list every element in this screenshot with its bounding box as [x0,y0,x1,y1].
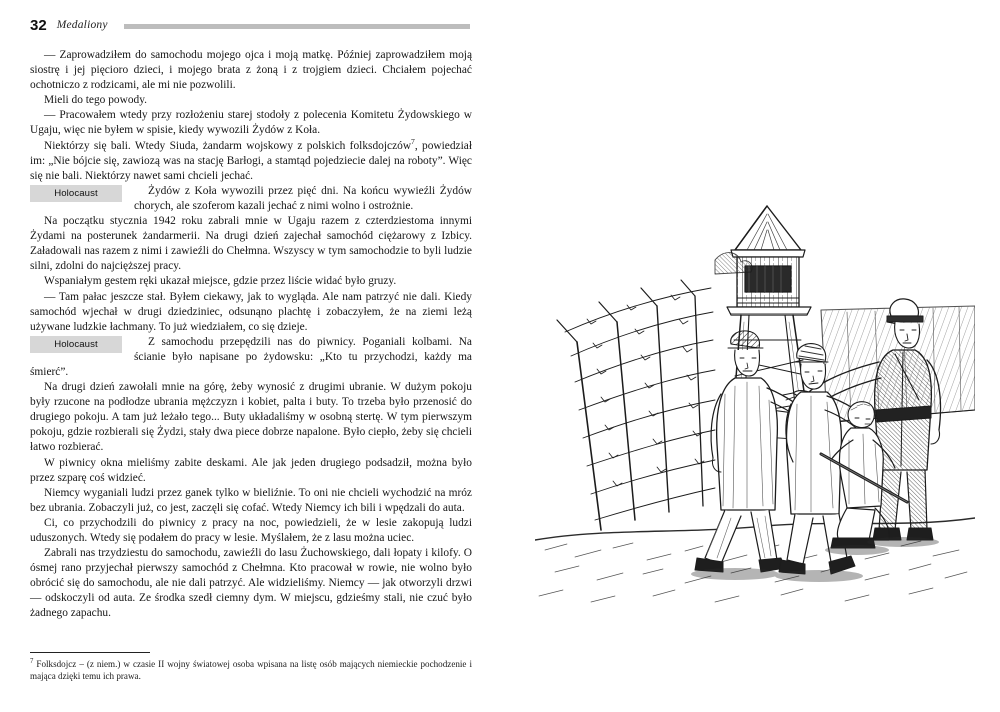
paragraph: W piwnicy okna mieliśmy zabite deskami. Ale jak jeden drugiego podsadził, można było przez szparę coś widzieć. [30,456,472,484]
paragraph: Na początku stycznia 1942 roku zabrali mnie w Ugaju razem z czterdziestoma innymi Żydami na posterunek żandarmerii. Na drugi dzień zajechał samochód ciężarowy z Izbicy. Załadowali nas razem z nimi i zawieźli do Chełmna. Wszyscy w tym samochodzie to byli ludzie silni, zdolni do najcięższej pracy. [30,215,472,273]
footnote-rule [30,652,150,653]
paragraph: — Pracowałem wtedy przy rozłożeniu starej stodoły z polecenia Komitetu Żydowskiego w Ugaju, więc nie byłem w spisie, kiedy wywozili Żydów z Koła. [30,109,472,137]
marginal-note-holocaust: Holocaust [30,336,122,353]
running-title: Medaliony [56,19,108,31]
footnote-area [30,652,472,683]
paragraph: Wspaniałym gestem ręki ukazał miejsce, gdzie przez liście widać było gruzy. [44,275,397,288]
footnote [30,658,472,683]
illustration-chelmno-scene [535,110,975,610]
page-number: 32 [30,16,47,34]
paragraph: Na drugi dzień zawołali mnie na górę, żeby wynosić z drugimi ubranie. W dużym pokoju były rzucone na podłodze ubrania mężczyzn i kobiet, palta i buty. To trzeba było przenosić do drugiego pokoju. A tam już leżało tego... Buty układaliśmy w osobną stertę. W tym pierwszym pokoju, gdzie rozbierali się Żydzi, stały dwa piece dobrze napalone. Było ciepło, żeby się chcieli łatwo rozbierać. [30,381,472,454]
marginal-note-holocaust: Holocaust [30,185,122,202]
footnote-text: Folksdojcz – (z niem.) w czasie II wojny światowej osoba wpisana na listę osób mających niemieckie pochodzenie i mająca dzięki temu ich prawa. [30,659,472,682]
text-column [30,48,472,622]
paragraph: Ci, co przychodzili do piwnicy z pracy na noc, powiedzieli, że w lesie zakopują ludzi uduszonych. Wtedy się podałem do pracy w lesie. Myślałem, że z lasu można uciec. [30,516,472,544]
footnote-marker: 7 [411,136,415,146]
paragraph: Z samochodu przepędzili nas do piwnicy. Poganiali kolbami. Na ścianie było napisane po żydowsku: „Kto tu przychodzi, każdy ma śmierć”. [30,335,472,378]
footnote-number: 7 [30,657,34,665]
paragraph: Mieli do tego powody. [44,94,148,107]
page-header [30,14,470,36]
header-rule [124,24,470,29]
paragraph: — Tam pałac jeszcze stał. Byłem ciekawy, jak to wygląda. Ale nam patrzyć nie dali. Kiedy samochód wjechał w drugi dziedziniec, odsunąno plachtę i zobaczyłem, że na ziemi leżą używane ludzkie łachmany. To już wiedziałem, co się dzieje. [30,290,472,333]
paragraph: — Zaprowadziłem do samochodu mojego ojca i moją matkę. Później zaprowadziłem moją siostrę i jej pięcioro dzieci, i mojego brata z żoną i z trojgiem dzieci. Chciałem pojechać ochotniczo z rodzicami, ale mi nie pozwolili. [30,49,472,92]
paragraph: Zabrali nas trzydziestu do samochodu, zawieźli do lasu Żuchowskiego, dali łopaty i kilofy. O ósmej rano przyjechał pierwszy samochód z Chełmna. Kto pracował w rowie, nie wolno było obrócić się do samochodu, ale nie dali patrzyć. Ale widzieliśmy. Niemcy — jak otworzyli drzwi — odskoczyli od auta. Ze środka szedł ciemny dym. W miejscu, gdzieśmy stali, nie czuć było żadnego zapachu. [30,547,472,620]
paragraph: Niektórzy się bali. Wtedy Siuda, żandarm wojskowy z polskich folksdojczów$^7$, powiedział im: „Nie bójcie się, zawiozą was na stację Barłogi, a stamtąd pojedziecie dalej na roboty”. Więc się nie bali. Niektórzy nawet sami chcieli jechać. [30,136,472,182]
barbed-wire-fence [557,280,715,530]
paragraph: Niemcy wyganiali ludzi przez ganek tylko w bieliźnie. To oni nie chcieli wychodzić na mróz bez ubrania. Zobaczyli już, co jest, zaczęli się cofać. Wtedy Niemcy ich bili i wpędzali do auta. [30,486,472,514]
paragraph: Żydów z Koła wywozili przez pięć dni. Na końcu wywieźli Żydów chorych, ale szoferom kazali jechać z nimi wolno i ostrożnie. [134,184,472,212]
